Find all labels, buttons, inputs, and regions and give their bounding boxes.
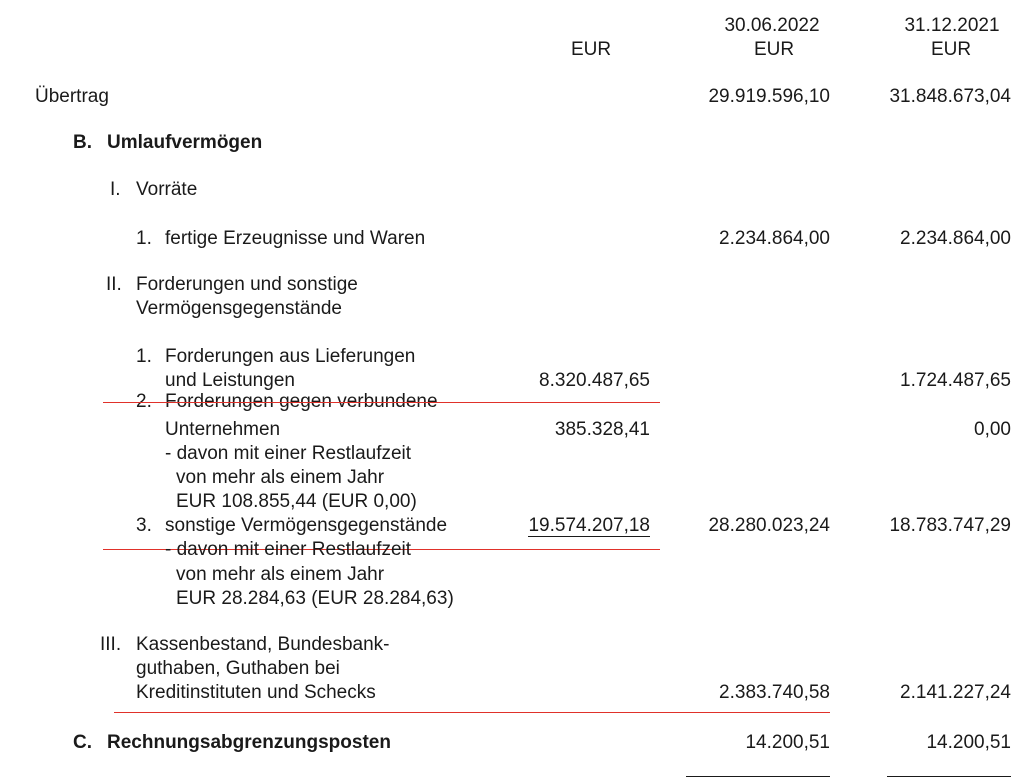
section-b-ii-label-line2: Vermögensgegenstände bbox=[136, 298, 342, 319]
page-break-line-3 bbox=[114, 712, 830, 713]
section-b-label: Umlaufvermögen bbox=[107, 132, 263, 153]
b-ii-2-note-line1: - davon mit einer Restlaufzeit bbox=[165, 443, 412, 464]
b-ii-2-note-line3: EUR 108.855,44 (EUR 0,00) bbox=[176, 491, 417, 512]
b-iii-prior: 2.141.227,24 bbox=[900, 682, 1011, 703]
b-ii-3-current: 28.280.023,24 bbox=[708, 515, 830, 536]
b-ii-2-prior: 0,00 bbox=[974, 419, 1011, 440]
col3-date-header: 31.12.2021 bbox=[904, 15, 1000, 36]
section-b-i-label: Vorräte bbox=[136, 179, 198, 200]
c-current: 14.200,51 bbox=[745, 732, 830, 753]
section-b-ii-number: II. bbox=[106, 274, 122, 295]
b-ii-1-prior: 1.724.487,65 bbox=[900, 370, 1011, 391]
section-b-iii-label-line3: Kreditinstituten und Schecks bbox=[136, 682, 376, 703]
total-underline-current bbox=[686, 776, 830, 777]
section-b-iii-label-line1: Kassenbestand, Bundesbank- bbox=[136, 634, 390, 655]
section-c-number: C. bbox=[73, 732, 92, 753]
b-ii-1-label-line1: Forderungen aus Lieferungen bbox=[165, 346, 416, 367]
b-ii-3-label: sonstige Vermögensgegenstände bbox=[165, 515, 448, 536]
col1-currency-header: EUR bbox=[570, 39, 612, 60]
col3-currency-header: EUR bbox=[930, 39, 972, 60]
b-ii-2-note-line2: von mehr als einem Jahr bbox=[176, 467, 385, 488]
b-ii-3-partial-line bbox=[165, 539, 465, 563]
b-ii-1-label-line2: und Leistungen bbox=[165, 370, 295, 391]
b-i-1-number: 1. bbox=[136, 228, 152, 249]
b-ii-1-number: 1. bbox=[136, 346, 152, 367]
b-ii-2-partial-line bbox=[136, 391, 466, 415]
b-ii-1-detail: 8.320.487,65 bbox=[539, 370, 650, 391]
b-ii-3-number: 3. bbox=[136, 515, 152, 536]
b-ii-3-note-line1: - davon mit einer Restlaufzeit bbox=[165, 539, 412, 560]
uebertrag-current: 29.919.596,10 bbox=[708, 86, 830, 107]
b-ii-3-detail bbox=[460, 514, 650, 538]
b-ii-2-detail: 385.328,41 bbox=[554, 419, 650, 440]
b-i-1-label: fertige Erzeugnisse und Waren bbox=[165, 228, 426, 249]
col2-date-header: 30.06.2022 bbox=[724, 15, 820, 36]
b-iii-current: 2.383.740,58 bbox=[719, 682, 830, 703]
section-b-ii-label-line1: Forderungen und sonstige bbox=[136, 274, 358, 295]
section-b-iii-label-line2: guthaben, Guthaben bei bbox=[136, 658, 340, 679]
b-ii-3-prior: 18.783.747,29 bbox=[889, 515, 1011, 536]
page-break-line-1 bbox=[103, 402, 660, 403]
section-b-iii-number: III. bbox=[100, 634, 122, 655]
b-ii-3-note-line3: EUR 28.284,63 (EUR 28.284,63) bbox=[176, 588, 454, 609]
total-underline-prior bbox=[887, 776, 1011, 777]
b-ii-3-note-line2: von mehr als einem Jahr bbox=[176, 564, 385, 585]
section-b-i-number: I. bbox=[110, 179, 121, 200]
c-prior: 14.200,51 bbox=[926, 732, 1011, 753]
uebertrag-label: Übertrag bbox=[35, 86, 109, 107]
b-i-1-prior: 2.234.864,00 bbox=[900, 228, 1011, 249]
b-i-1-current: 2.234.864,00 bbox=[719, 228, 830, 249]
b-ii-2-number: 2. bbox=[136, 391, 152, 412]
b-ii-2-label-line2: Unternehmen bbox=[165, 419, 281, 440]
col2-currency-header: EUR bbox=[753, 39, 795, 60]
section-b-number: B. bbox=[73, 132, 92, 153]
b-ii-2-label-line1: Forderungen gegen verbundene bbox=[165, 391, 438, 412]
uebertrag-prior: 31.848.673,04 bbox=[889, 86, 1011, 107]
section-c-label: Rechnungsabgrenzungsposten bbox=[107, 732, 391, 753]
b-ii-3-detail-value: 19.574.207,18 bbox=[528, 515, 650, 536]
